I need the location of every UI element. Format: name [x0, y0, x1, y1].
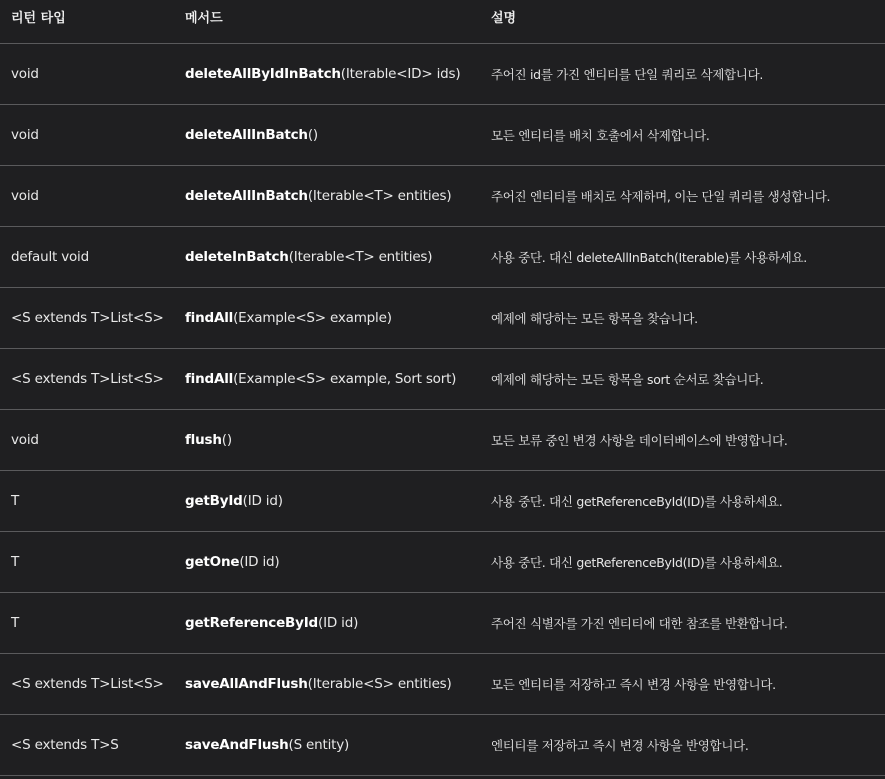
method-args: (S entity)	[288, 737, 350, 753]
method-name: deleteInBatch	[185, 249, 289, 265]
table-row	[0, 349, 885, 410]
header-method: 메서드	[185, 11, 223, 26]
method-cell	[185, 310, 491, 326]
method-cell	[185, 188, 491, 204]
table-row	[0, 471, 885, 532]
table-row	[0, 410, 885, 471]
description-cell: 주어진 식별자를 가진 엔티티에 대한 참조를 반환합니다.	[491, 616, 788, 631]
method-cell	[185, 249, 491, 265]
description-cell: 예제에 해당하는 모든 항목을 찾습니다.	[491, 311, 698, 326]
method-cell	[185, 615, 491, 631]
method-args: (ID id)	[239, 554, 280, 570]
header-description: 설명	[491, 11, 517, 26]
method-name: findAll	[185, 310, 234, 326]
method-cell	[185, 493, 491, 509]
description-cell: 엔티티를 저장하고 즉시 변경 사항을 반영합니다.	[491, 738, 749, 753]
description-cell: 주어진 id를 가진 엔티티를 단일 쿼리로 삭제합니다.	[491, 67, 764, 82]
method-name: saveAndFlush	[185, 737, 289, 753]
method-args: ()	[221, 432, 232, 448]
method-cell	[185, 737, 491, 753]
method-args: (Iterable<S> entities)	[307, 676, 452, 692]
method-args: (Iterable<ID> ids)	[340, 66, 461, 82]
method-args: ()	[307, 127, 318, 143]
description-cell: 사용 중단. 대신 getReferenceById(ID)를 사용하세요.	[491, 555, 783, 570]
return-type-cell: default void	[11, 249, 89, 265]
description-cell: 모든 엔티티를 배치 호출에서 삭제합니다.	[491, 128, 710, 143]
method-cell	[185, 554, 491, 570]
description-cell: 모든 보류 중인 변경 사항을 데이터베이스에 반영합니다.	[491, 433, 788, 448]
method-name: deleteAllInBatch	[185, 188, 308, 204]
method-args: (ID id)	[318, 615, 359, 631]
table-row	[0, 532, 885, 593]
method-cell	[185, 66, 491, 82]
return-type-cell: <S extends T>List<S>	[11, 676, 164, 692]
method-name: getReferenceById	[185, 615, 319, 631]
table-row	[0, 654, 885, 715]
table-row	[0, 288, 885, 349]
method-name: flush	[185, 432, 222, 448]
table-row	[0, 227, 885, 288]
table-body	[0, 44, 885, 776]
table-row	[0, 715, 885, 776]
method-args: (Iterable<T> entities)	[307, 188, 452, 204]
method-args: (Example<S> example)	[233, 310, 392, 326]
return-type-cell: void	[11, 432, 39, 448]
table-header	[0, 0, 885, 44]
return-type-cell: T	[11, 554, 20, 570]
description-cell: 모든 엔티티를 저장하고 즉시 변경 사항을 반영합니다.	[491, 677, 776, 692]
method-name: getById	[185, 493, 243, 509]
return-type-cell: <S extends T>List<S>	[11, 310, 164, 326]
table-row	[0, 44, 885, 105]
table-row	[0, 166, 885, 227]
method-args: (Iterable<T> entities)	[288, 249, 433, 265]
method-args: (Example<S> example, Sort sort)	[233, 371, 457, 387]
return-type-cell: void	[11, 127, 39, 143]
return-type-cell: <S extends T>S	[11, 737, 119, 753]
header-return-type: 리턴 타입	[11, 11, 66, 26]
return-type-cell: void	[11, 66, 39, 82]
method-cell	[185, 432, 491, 448]
method-cell	[185, 676, 491, 692]
method-cell	[185, 371, 491, 387]
method-name: findAll	[185, 371, 234, 387]
table-row	[0, 105, 885, 166]
description-cell: 주어진 엔티티를 배치로 삭제하며, 이는 단일 쿼리를 생성합니다.	[491, 189, 831, 204]
return-type-cell: T	[11, 493, 20, 509]
description-cell: 사용 중단. 대신 deleteAllInBatch(Iterable)를 사용하세요.	[491, 250, 807, 265]
return-type-cell: void	[11, 188, 39, 204]
return-type-cell: T	[11, 615, 20, 631]
table-row	[0, 593, 885, 654]
description-cell: 예제에 해당하는 모든 항목을 sort 순서로 찾습니다.	[491, 372, 764, 387]
method-name: getOne	[185, 554, 240, 570]
return-type-cell: <S extends T>List<S>	[11, 371, 164, 387]
description-cell: 사용 중단. 대신 getReferenceById(ID)를 사용하세요.	[491, 494, 783, 509]
method-name: deleteAllByIdInBatch	[185, 66, 341, 82]
method-name: saveAllAndFlush	[185, 676, 308, 692]
method-cell	[185, 127, 491, 143]
method-name: deleteAllInBatch	[185, 127, 308, 143]
method-args: (ID id)	[242, 493, 283, 509]
